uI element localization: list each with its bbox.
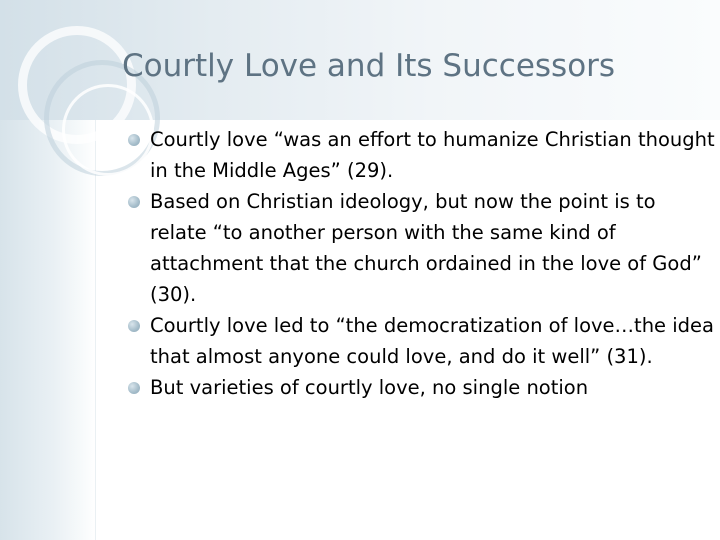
bullet-text: Courtly love “was an effort to humanize Christian thought in the Middle Ages” (29).: [150, 128, 715, 182]
bullet-item: [126, 186, 716, 310]
bullet-item: [126, 310, 716, 372]
bullet-text: But varieties of courtly love, no single notion: [150, 376, 589, 399]
bullet-dot-icon: [128, 196, 140, 208]
bullet-item: [126, 372, 716, 403]
bullet-item: [126, 124, 716, 186]
bullet-dot-icon: [128, 134, 140, 146]
bullet-dot-icon: [128, 382, 140, 394]
bullet-text: Courtly love led to “the democratization of love…the idea that almost anyone could love, and do it well” (31).: [150, 314, 714, 368]
band-divider: [95, 120, 96, 540]
bullet-list: [126, 124, 716, 403]
bullet-dot-icon: [128, 320, 140, 332]
bullet-text: Based on Christian ideology, but now the point is to relate “to another person with the same kind of attachment that the church ordained in the love of God” (30).: [150, 190, 702, 306]
slide-title: Courtly Love and Its Successors: [122, 48, 616, 84]
